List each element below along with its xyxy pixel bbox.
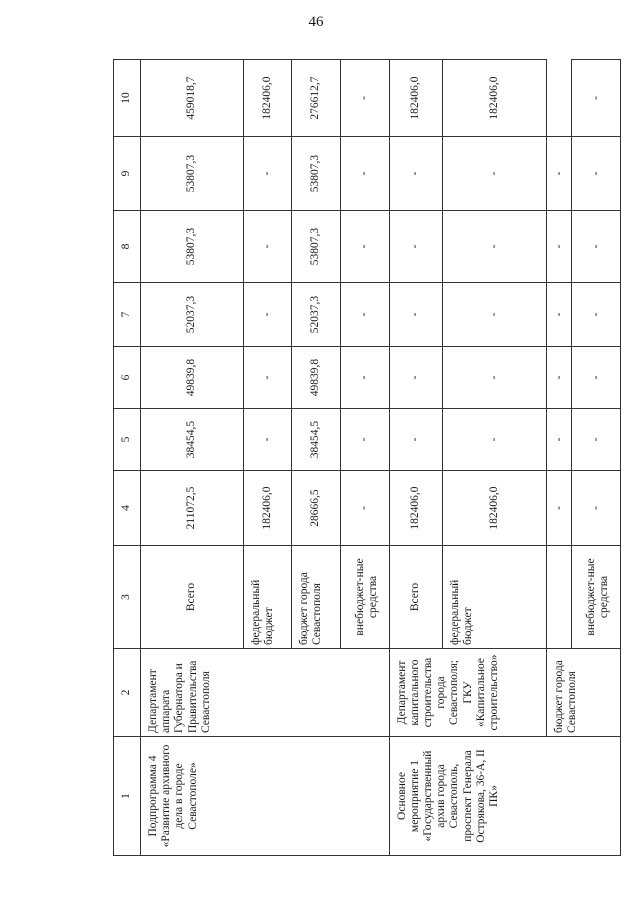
value-cell: 53807,3 [141, 137, 244, 211]
value-cell: - [243, 409, 292, 471]
value-cell: - [547, 409, 572, 471]
value-cell: - [443, 409, 547, 471]
value-cell: 182406,0 [443, 60, 547, 137]
header-cell: 9 [114, 137, 141, 211]
page-number: 46 [308, 14, 324, 30]
header-cell: 10 [114, 60, 141, 137]
value-cell: - [243, 347, 292, 409]
value-cell: - [547, 347, 572, 409]
header-cell: 3 [114, 546, 141, 649]
value-cell: - [572, 409, 621, 471]
value-cell: 182406,0 [389, 60, 443, 137]
table-row [292, 60, 341, 856]
header-cell: 8 [114, 211, 141, 283]
value-cell: - [340, 347, 389, 409]
value-cell: - [340, 137, 389, 211]
value-cell: - [547, 211, 572, 283]
rotated-table-container [113, 60, 621, 856]
header-cell: 1 [114, 737, 141, 856]
value-cell: - [572, 347, 621, 409]
executor-cell: Департамент капитального строительства города Севастополя; ГКУ «Капитальное строительство» [389, 649, 547, 737]
value-cell: 38454,5 [141, 409, 244, 471]
value-cell: 52037,3 [292, 283, 341, 347]
value-cell: - [389, 211, 443, 283]
financing-table [113, 59, 621, 856]
value-cell: - [243, 283, 292, 347]
value-cell: - [389, 137, 443, 211]
source-cell: федеральный бюджет [443, 546, 547, 649]
value-cell: 53807,3 [292, 211, 341, 283]
executor-cell-empty [340, 649, 389, 737]
value-cell: - [443, 347, 547, 409]
value-cell: 182406,0 [243, 471, 292, 546]
table-row [389, 60, 443, 856]
source-cell: Всего [141, 546, 244, 649]
table-row [141, 60, 244, 856]
value-cell: 211072,5 [141, 471, 244, 546]
value-cell: - [389, 409, 443, 471]
value-cell: - [572, 471, 621, 546]
value-cell: 49839,8 [141, 347, 244, 409]
value-cell: 182406,0 [443, 471, 547, 546]
header-cell: 4 [114, 471, 141, 546]
header-cell: 7 [114, 283, 141, 347]
value-cell: 459018,7 [141, 60, 244, 137]
value-cell: 28666,5 [292, 471, 341, 546]
source-cell: внебюджет-ные средства [572, 546, 621, 649]
value-cell: - [572, 137, 621, 211]
value-cell: - [340, 211, 389, 283]
value-cell: - [572, 283, 621, 347]
source-cell: федеральный бюджет [243, 546, 292, 649]
executor-cell-empty [243, 649, 292, 737]
executor-cell-empty [292, 649, 341, 737]
value-cell: - [443, 283, 547, 347]
source-cell: бюджет города Севастополя [547, 649, 621, 737]
value-cell: 49839,8 [292, 347, 341, 409]
header-cell: 2 [114, 649, 141, 737]
value-cell: - [340, 409, 389, 471]
executor-cell: Департамент аппарата Губернатора и Правительства Севастополя [141, 649, 244, 737]
value-cell: - [243, 137, 292, 211]
table-row [340, 60, 389, 856]
value-cell: 53807,3 [292, 137, 341, 211]
value-cell: 53807,3 [141, 211, 244, 283]
program-name-cell: Подпрограмма 4 «Развитие архивного дела в городе Севастополе» [141, 737, 390, 856]
table-row [547, 60, 572, 856]
header-cell: 5 [114, 409, 141, 471]
source-cell: бюджет города Севастополя [292, 546, 341, 649]
value-cell: - [443, 137, 547, 211]
value-cell: 276612,7 [292, 60, 341, 137]
program-name-cell: Основное мероприятие 1 «Государственный архив города Севастополь, проспект Генерала Острякова, 36-А, II ПК» [389, 737, 620, 856]
value-cell: - [340, 283, 389, 347]
value-cell: 38454,5 [292, 409, 341, 471]
value-cell: - [547, 137, 572, 211]
value-cell: - [443, 211, 547, 283]
value-cell: 52037,3 [141, 283, 244, 347]
header-row [114, 60, 141, 856]
value-cell: - [389, 347, 443, 409]
value-cell: 182406,0 [389, 471, 443, 546]
source-cell-empty [547, 546, 572, 649]
value-cell: - [572, 211, 621, 283]
source-cell: внебюджет-ные средства [340, 546, 389, 649]
value-cell: - [340, 471, 389, 546]
value-cell: 182406,0 [243, 60, 292, 137]
value-cell: - [547, 471, 572, 546]
value-cell: - [389, 283, 443, 347]
value-cell: - [340, 60, 389, 137]
value-cell: - [572, 60, 621, 137]
source-cell: Всего [389, 546, 443, 649]
value-cell: - [243, 211, 292, 283]
value-cell: - [547, 283, 572, 347]
table-row [243, 60, 292, 856]
header-cell: 6 [114, 347, 141, 409]
